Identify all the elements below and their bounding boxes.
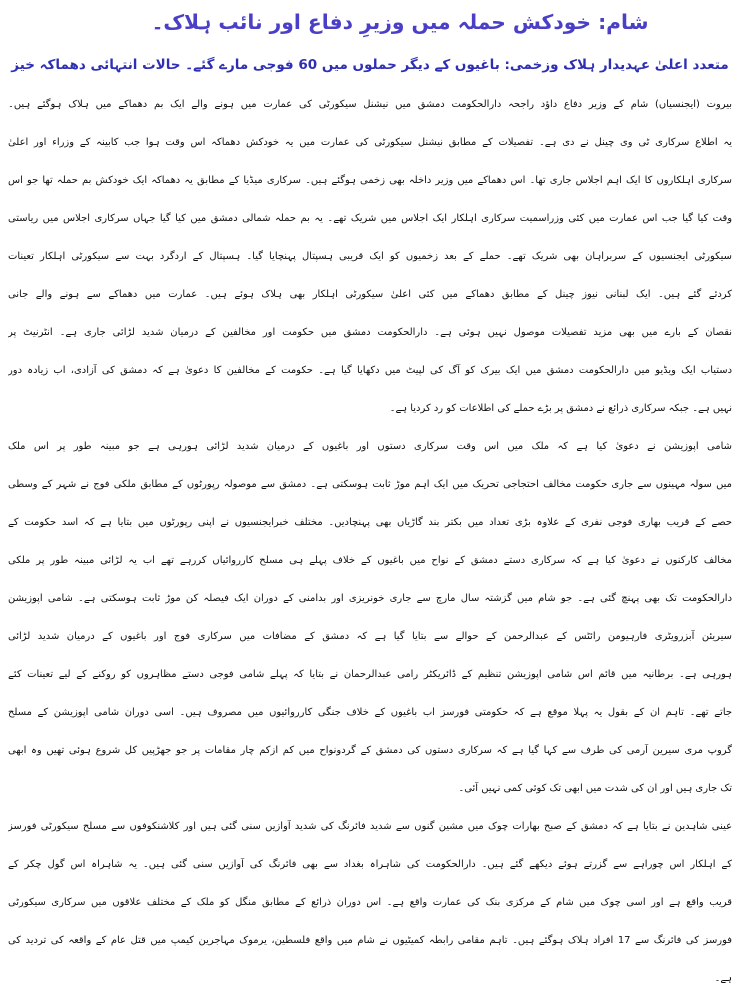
body-line: وقت کیا گیا جب اس عمارت میں کئی وزراسمیت سرکاری اہلکار ایک اجلاس میں شریک تھے۔ یہ بم حملہ شمالی دمشق میں کیا گیا جہاں سرکاری اجلاس میں ریاستی	[8, 213, 732, 224]
body-line: نہیں ہے۔ جبکہ سرکاری ذرائع نے دمشق پر بڑے حملے کی اطلاعات کو رد کردیا ہے۔	[389, 403, 732, 414]
body-line: حصے کے قریب بھاری فوجی نفری کے علاوہ بڑی تعداد میں بکتر بند گاڑیاں بھی پہنچادیں۔ مختلف خبرایجنسیوں نے اپنی رپورٹوں میں بتایا ہے کہ اسد حکومت کے	[8, 517, 732, 528]
body-line: کردئے گئے ہیں۔ ایک لبنانی نیوز چینل کے مطابق دھماکے میں کئی اعلیٰ سیکورٹی اہلکار بھی ہلاک ہوئے ہیں۔ عمارت میں دھماکے سے ہونے والے جانی	[8, 289, 732, 300]
article-headline: شام: خودکش حملہ میں وزیرِ دفاع اور نائب ہلاک۔	[151, 10, 649, 34]
body-line: نقصان کے بارے میں بھی مزید تفصیلات موصول نہیں ہوئی ہے۔ دارالحکومت دمشق میں حکومت اور مخالفین کے درمیان شدید لڑائی جاری ہے۔ انٹرنیٹ پر	[8, 327, 732, 338]
body-line: یہ اطلاع سرکاری ٹی وی چینل نے دی ہے۔ تفصیلات کے مطابق نیشنل سیکورٹی کی عمارت میں یہ خودکش دھماکہ اس وقت ہوا جب کابینہ کے وزراء اور اعلیٰ	[8, 137, 732, 148]
body-line: بیروت (ایجنسیاں) شام کے وزیر دفاع داؤد راجحہ دارالحکومت دمشق میں نیشنل سیکورٹی کی عمارت میں ہونے والے ایک بم دھماکے میں ہلاک ہوگئے ہیں۔	[8, 99, 732, 110]
body-line: سیریئن آبزرویٹری فارہیومن رائٹس کے عبدالرحمن کے حوالے سے بتایا گیا ہے کہ دمشق کے مضافات میں سرکاری فوج اور باغیوں کے درمیان شدید لڑائی	[8, 631, 732, 642]
article-body	[8, 86, 732, 998]
article-subheadline: متعدد اعلیٰ عہدیدار ہلاک وزخمی: باغیوں کے دیگر حملوں میں 60 فوجی مارے گئے۔ حالات انتہائی دھماکہ خیز	[11, 57, 729, 73]
body-line: تک جاری ہیں اور ان کی شدت میں ابھی تک کوئی کمی نہیں آئی۔	[458, 783, 732, 794]
body-line: فورسز کی فائرنگ سے 17 افراد ہلاک ہوگئے ہیں۔ تاہم مقامی رابطہ کمیٹیوں نے شام میں واقع فلسطین، یرموک مہاجرین کیمپ میں قتل عام کے واقعہ کی تردید کی	[8, 935, 732, 946]
body-line: گروپ مری سیرین آرمی کی طرف سے کہا گیا ہے کہ سرکاری دستوں کی دمشق کے گردونواح میں کم ازکم چار مقامات پر جو جھڑپیں کل شروع ہوئی تھیں وہ ابھی	[8, 745, 732, 756]
body-line: کے اہلکار اس چوراہے سے گزرتے ہوئے دیکھے گئے ہیں۔ دارالحکومت کی شاہراہ بغداد سے بھی فائرنگ کی آوازیں سنی گئی ہیں۔ یہ شاہراہ اس گول چکر کے	[8, 859, 732, 870]
body-line: دارالحکومت تک بھی پہنچ گئی ہے۔ جو شام میں گزشتہ سال مارچ سے جاری خونریزی اور بدامنی کے دوران ایک فیصلہ کن موڑ ثابت ہوسکتی ہے۔ شامی اپوزیشن	[8, 593, 732, 604]
body-line: میں سولہ مہینوں سے جاری حکومت مخالف احتجاجی تحریک میں ایک اہم موڑ ثابت ہوسکتی ہے۔ دمشق سے موصولہ رپورٹوں کے مطابق ملکی فوج نے شہر کے وسطی	[8, 479, 732, 490]
article-paragraph	[8, 428, 732, 808]
body-line: مخالف کارکنوں نے دعویٰ کیا ہے کہ سرکاری دستے دمشق کے نواح میں باغیوں کے خلاف پہلے ہی مسلح کارروائیاں کررہے تھے اب یہ لڑائی مبینہ طور پر ملکی	[8, 555, 732, 566]
body-line: دستیاب ایک ویڈیو میں دارالحکومت دمشق میں ایک بیرک کو آگ کی لپیٹ میں دکھایا گیا ہے۔ حکومت کے مخالفین کا دعویٰ ہے کہ دمشق کی آزادی، اب زیادہ دور	[8, 365, 732, 376]
body-line: عینی شاہدین نے بتایا ہے کہ دمشق کے صبح بھارات چوک میں مشین گنوں سے شدید فائرنگ کی شدید آوازیں سنی گئی ہیں اور کلاشنکوفوں سے مسلح سیکورٹی فورسز	[8, 821, 732, 832]
body-line: جاتے تھے۔ تاہم ان کے بقول یہ پہلا موقع ہے کہ حکومتی فورسز اب باغیوں کے خلاف جنگی کارروائیوں میں مصروف ہیں۔ اسی دوران شامی اپوزیشن کے مسلح	[8, 707, 732, 718]
body-line: سرکاری اہلکاروں کا ایک اہم اجلاس جاری تھا۔ اس دھماکے میں وزیر داخلہ بھی زخمی ہوگئے ہیں۔ سرکاری میڈیا کے مطابق یہ دھماکہ ایک خودکش بم حملہ تھا جو اس	[8, 175, 732, 186]
body-line: ہورہی ہے۔ برطانیہ میں قائم اس شامی اپوزیشن تنظیم کے ڈائریکٹر رامی عبدالرحمان نے بتایا کہ پہلے شامی فوجی دستے مظاہروں کو روکنے کے لیے تعینات کئے	[8, 669, 732, 680]
article-paragraph	[8, 86, 732, 428]
article-paragraph	[8, 808, 732, 998]
body-line: قریب واقع ہے اور اسی چوک میں شام کے مرکزی بنک کی عمارت واقع ہے۔ اس دوران ذرائع کے مطابق منگل کو ملک کے مختلف علاقوں میں سرکاری سیکورٹی	[8, 897, 732, 908]
body-line: ہے۔	[714, 973, 732, 984]
body-line: سیکورٹی ایجنسیوں کے سربراہان بھی شریک تھے۔ حملے کے بعد زخمیوں کو ایک قریبی ہسپتال پہنچایا گیا۔ ہسپتال کے اردگرد بہت سے سیکورٹی اہلکار تعینات	[8, 251, 732, 262]
body-line: شامی اپوزیشن نے دعویٰ کیا ہے کہ ملک میں اس وقت سرکاری دستوں اور باغیوں کے درمیان شدید لڑائی ہورہی ہے جو مبینہ طور پر اس ملک	[8, 441, 732, 452]
